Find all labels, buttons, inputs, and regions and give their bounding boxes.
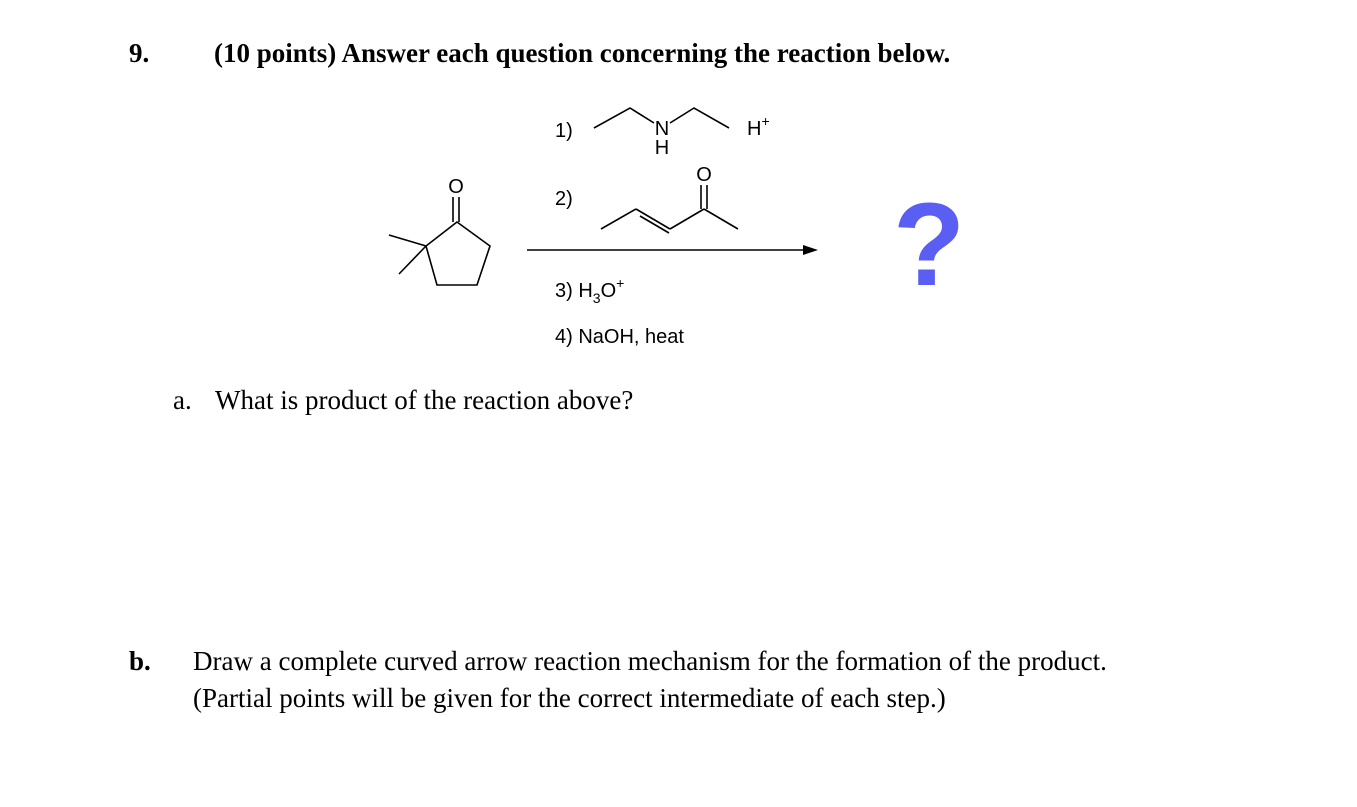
amine-h-label: H (654, 137, 670, 159)
step1-label: 1) (555, 120, 573, 142)
amine-n-label: N (654, 118, 670, 140)
enone (601, 185, 738, 233)
acid-h: H (747, 118, 762, 140)
question-number: 9. (129, 38, 150, 68)
acid-catalyst-label (747, 113, 770, 140)
enone-oxygen-label: O (696, 164, 712, 186)
enone-bond-1 (601, 209, 636, 229)
question-header: (10 points) Answer each question concerning the reaction below. (214, 38, 951, 68)
enone-alkene-1 (636, 209, 670, 229)
part-b-question-line1: Draw a complete curved arrow reaction mechanism for the formation of the product. (193, 646, 1107, 676)
enone-bond-4 (704, 209, 738, 229)
step3-label: 3) $H_3O^+$ (555, 275, 625, 306)
part-a-question: What is product of the reaction above? (215, 385, 634, 415)
part-b-letter: b. (129, 646, 151, 676)
enone-alkene-2 (640, 216, 669, 233)
cyclopentane-ring (426, 222, 490, 285)
reactant-oxygen-label: O (448, 176, 464, 198)
enone-bond-3 (670, 209, 704, 229)
reactant-ketone (389, 197, 490, 285)
methyl-bond-1 (389, 235, 426, 246)
part-b-question-line2: (Partial points will be given for the correct intermediate of each step.) (193, 683, 946, 713)
product-question-mark: ? (892, 179, 966, 311)
reaction-arrow-head (803, 245, 818, 255)
step2-label: 2) (555, 188, 573, 210)
part-a-letter: a. (173, 385, 192, 415)
step4-label: 4) NaOH, heat (555, 326, 684, 348)
methyl-bond-2 (399, 246, 426, 274)
acid-charge: + (761, 113, 770, 129)
